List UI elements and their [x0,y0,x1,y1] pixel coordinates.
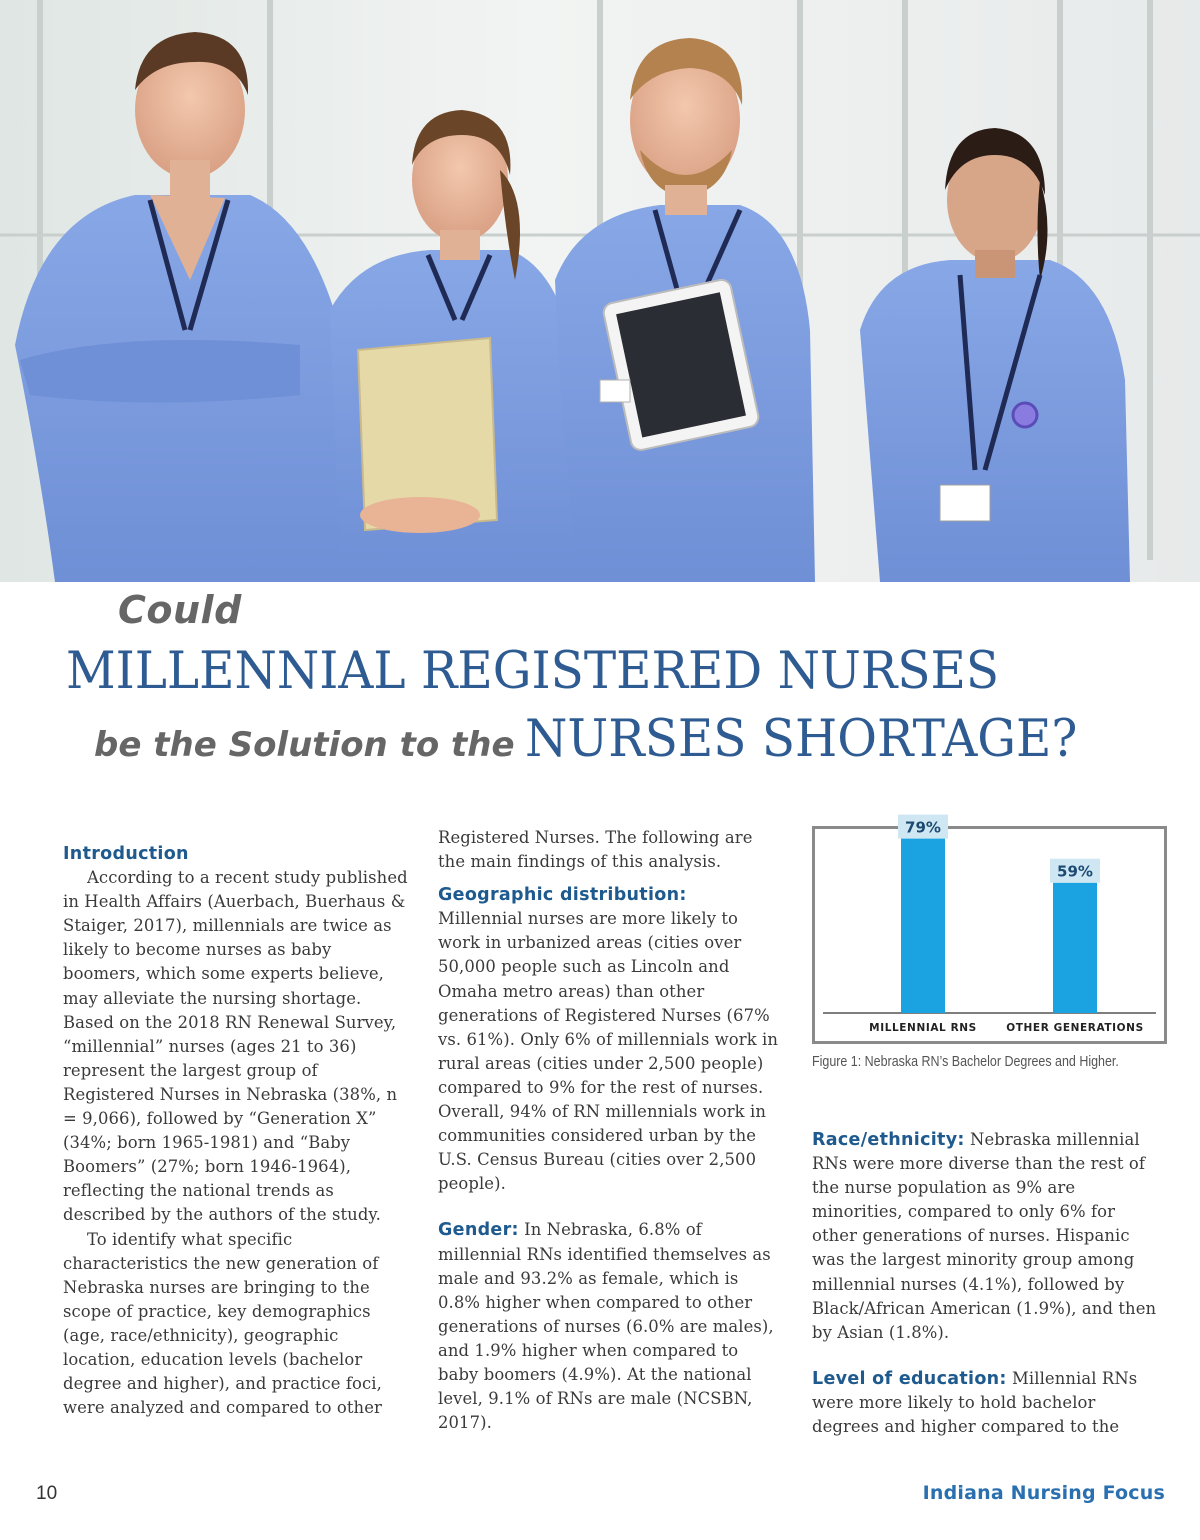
introduction-heading: Introduction [63,844,189,864]
column-1 [63,826,408,1420]
nurses-group-photo [0,0,1200,582]
gender-heading: Gender: [438,1220,519,1241]
education-paragraph [812,1367,1157,1439]
chart-data-label-2: 59% [1057,862,1093,881]
headline-kicker: Could [118,588,242,632]
education-heading: Level of education: [812,1368,1007,1389]
headline-main: MILLENNIAL REGISTERED NURSES [66,642,1000,701]
geographic-paragraph: Millennial nurses are more likely to work in urbanized areas (cities over 50,000 people such as Lincoln and Omaha metro areas) than other generations of Registered Nurses (67% vs. 61%). Only 6% of millennials work in rural areas (cities under 2,500 people) compared to 9% for the rest of nurses. Overall, 94% of RN millennials work in communities considered urban by the U.S. Census Bureau (cities over 2,500 people). [438,909,779,1194]
race-paragraph [812,1128,1157,1345]
figure-1-chart [812,818,1167,1044]
intro-paragraph-1: According to a recent study published in Health Affairs (Auerbach, Buerhaus & Staiger, 2017), millennials are twice as likely to become nurses as baby boomers, which some experts believe, may alleviate the nursing shortage. Based on the 2018 RN Renewal Survey, “millennial” nurses (ages 21 to 36) represent the largest group of Registered Nurses in Nebraska (38%, n = 9,066), followed by “Generation X” (34%; born 1965-1981) and “Baby Boomers” (27%; born 1946-1964), reflecting the national trends as described by the authors of the study. [63,868,408,1225]
bar-chart [815,818,1164,1041]
chart-data-label-1: 79% [905,818,941,837]
column-3 [812,1128,1157,1439]
gender-text: In Nebraska, 6.8% of millennial RNs identified themselves as male and 93.2% as female, which is 0.8% higher when compared to other generations of nurses (6.0% are males), and 1.9% higher when compared to baby boomers (4.9%). At the national level, 9.1% of RNs are male (NCSBN, 2017). [438,1220,774,1433]
geographic-heading: Geographic distribution: [438,885,687,906]
publication-name: Indiana Nursing Focus [922,1482,1165,1504]
headline-lead: be the Solution to the [94,725,515,765]
headline-third-line [94,710,1106,769]
chart-bar-2 [1053,883,1097,1013]
chart-category-label-1: MILLENNIAL RNS [869,1022,977,1034]
column-2 [438,826,783,1435]
hero-photo [0,0,1200,582]
headline-tail: NURSES SHORTAGE? [524,710,1077,769]
chart-category-label-2: OTHER GENERATIONS [1006,1022,1144,1034]
gender-paragraph [438,1218,783,1435]
figure-caption: Figure 1: Nebraska RN’s Bachelor Degrees and Higher. [812,1054,1119,1070]
intro-paragraph-2: To identify what specific characteristics the new generation of Nebraska nurses are bringing to the scope of practice, key demographics (age, race/ethnicity), geographic location, education levels (bachelor degree and higher), and practice foci, were analyzed and compared to other [63,1229,382,1418]
education-text: Millennial RNs were more likely to hold bachelor degrees and higher compared to the [812,1368,1138,1437]
chart-bar-1 [901,839,945,1013]
race-heading: Race/ethnicity: [812,1130,965,1150]
continued-paragraph: Registered Nurses. The following are the main findings of this analysis. [438,828,753,872]
page-number: 10 [36,1483,58,1504]
race-text: Nebraska millennial RNs were more diverse than the rest of the nurse population as 9% are minorities, compared to only 6% for other generations of nurses. Hispanic was the largest minority group among millennial nurses (4.1%), followed by Black/African American (1.9%), and then by Asian (1.8%). [812,1130,1157,1342]
